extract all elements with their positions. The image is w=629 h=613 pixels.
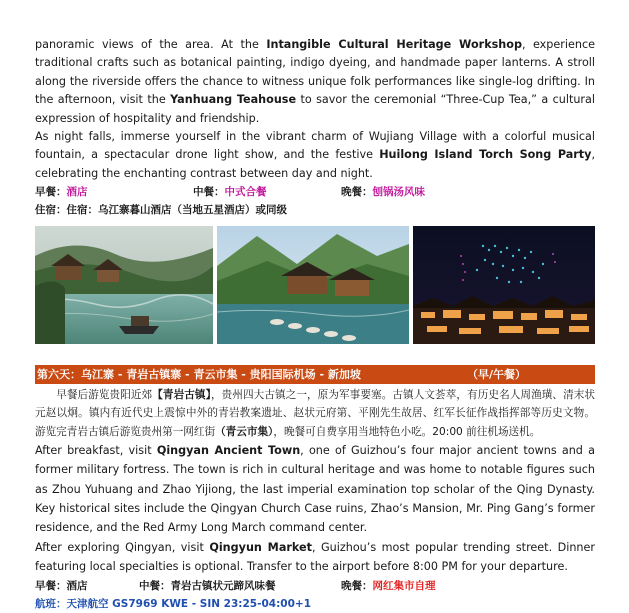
hotel-line: 住宿：住宿：乌江寨暮山酒店（当地五星酒店）或同级 (35, 204, 287, 217)
text-run: , celebrating the enchanting contrast between day and night. (35, 148, 595, 180)
lunch-value: 青岩古镇状元蹄风味餐 (170, 579, 276, 592)
flight-label: 航班： (35, 597, 67, 610)
dinner-item (341, 577, 436, 595)
breakfast-value: 酒店 (66, 186, 88, 199)
day6-meals-included: （早/午餐） (467, 368, 527, 382)
mountain-village-photo (217, 226, 409, 344)
qingyun-market-name: Qingyun Market (209, 540, 312, 554)
text-run: ，晚餐可自费享用当地特色小吃。20:00 前往机场送机。 (273, 425, 541, 438)
text-run: to savor the ceremonial “Three-Cup Tea,” a cultural expression of hospitality and friendship. (35, 93, 595, 125)
day5-paragraph-culture (35, 36, 595, 128)
heritage-workshop-name: Intangible Cultural Heritage Workshop (266, 38, 522, 51)
dinner-value: 刨锅汤风味 (372, 186, 425, 199)
qingyan-town-name: Qingyan Ancient Town (156, 443, 301, 457)
dinner-item (341, 183, 425, 201)
breakfast-item (35, 183, 88, 201)
teahouse-name: Yanhuang Teahouse (170, 93, 297, 107)
breakfast-label: 早餐： (35, 186, 67, 199)
day6-english-paragraph-1 (35, 441, 595, 538)
qingyan-town-name-cn: 【青岩古镇】 (152, 389, 211, 402)
text-run: panoramic views of the area. At the (35, 38, 267, 51)
breakfast-value: 酒店 (66, 579, 88, 592)
qingyun-market-name-cn: （青云市集） (215, 425, 274, 438)
itinerary-page (35, 36, 595, 613)
torch-party-name: Huilong Island Torch Song Party (379, 148, 592, 162)
text-run: 早餐后游览贵阳近郊 (56, 389, 153, 402)
flight-line (35, 595, 595, 613)
lunch-label: 中餐： (193, 186, 225, 199)
breakfast-label: 早餐： (35, 579, 67, 592)
dinner-label: 晚餐： (341, 579, 373, 592)
dinner-value: 网红集市自理 (372, 579, 436, 592)
text-run: After breakfast, visit (35, 443, 157, 457)
lunch-value: 中式合餐 (224, 186, 267, 199)
lunch-label: 中餐： (139, 579, 171, 592)
river-village-photo (35, 226, 213, 344)
day5-meals-row (35, 183, 595, 201)
day6-english-paragraph-2 (35, 538, 595, 577)
lunch-item (139, 577, 276, 595)
text-run: , Guizhou’s most popular trending street. Dinner featuring local specialties is optional. Transfer to the airport before 8:00 PM for your departure. (35, 540, 595, 574)
text-run: As night falls, immerse yourself in the vibrant charm of Wujiang Village with a colorful musical fountain, a spectacular drone light show, and the festive (35, 130, 595, 162)
day6-meals-row (35, 577, 595, 595)
photo-strip (35, 226, 595, 344)
flight-details: 天津航空 GS7969 KWE - SIN 23:25-04:00+1 (66, 597, 311, 610)
day6-chinese-paragraph (35, 386, 595, 441)
lunch-item (193, 183, 267, 201)
breakfast-item (35, 577, 88, 595)
text-run: , one of Guizhou’s four major ancient towns and a former military fortress. The town is rich in cultural heritage and was home to notable figures such as Zhou Yuhuang and Zhao Yijiong, the last imperial examination top scholar of the Qing Dynasty. Key historical sites include the Qingyan Church Case ruins, Zhao’s Mansion, Mr. Ping Gang’s former residence, and the Red Army Long March command center. (35, 443, 595, 535)
day6-banner (35, 365, 595, 384)
text-run: ，贵州四大古镇之一，原为军事要塞。古镇人文荟萃，有历史名人周渔璜、清末状元赵以炯。镇内有近代史上震惊中外的青岩教案遗址、赵状元府第、平刚先生故居、红军长征作战指挥部等历史文物。游览完青岩古镇后游览贵州第一网红街 (35, 389, 596, 438)
dinner-label: 晚餐： (341, 186, 373, 199)
drone-show-photo (413, 226, 595, 344)
text-run: After exploring Qingyan, visit (35, 540, 210, 554)
day5-paragraph-night (35, 128, 595, 183)
text-run: , experience traditional crafts such as botanical painting, indigo dyeing, and handmade paper lanterns. A stroll along the riverside offers the chance to witness unique folk performances like single-log drifting. In the afternoon, visit the (35, 38, 595, 107)
day6-route-title: 第六天：乌江寨 - 青岩古镇寨 - 青云市集 - 贵阳国际机场 - 新加坡 (37, 368, 361, 382)
